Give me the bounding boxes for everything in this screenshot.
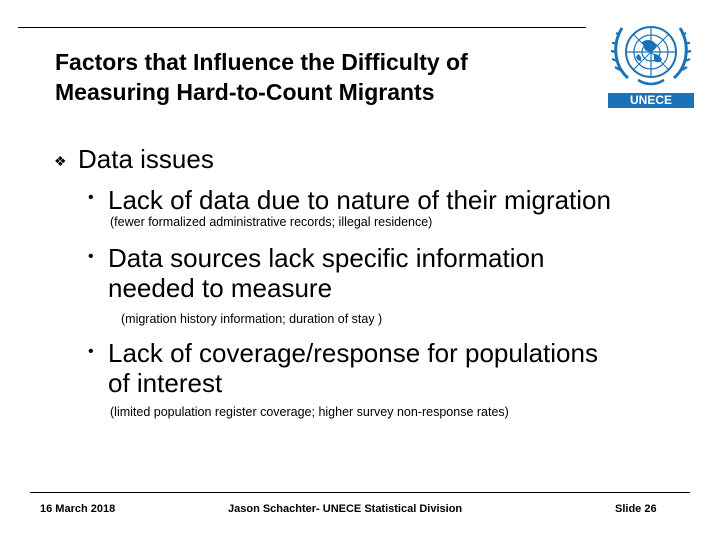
list-item-line: Lack of coverage/response for populations bbox=[108, 338, 598, 368]
list-item-note: (fewer formalized administrative records; illegal residence) bbox=[110, 215, 433, 229]
bullet-icon: • bbox=[88, 343, 94, 360]
unece-logo-label: UNECE bbox=[608, 93, 694, 108]
bottom-divider bbox=[30, 492, 690, 493]
list-item-line: Lack of data due to nature of their migration bbox=[108, 185, 611, 215]
footer-presenter: Jason Schachter- UNECE Statistical Division bbox=[228, 503, 463, 515]
un-emblem-logo bbox=[608, 14, 694, 108]
title-line-1: Factors that Influence the Difficulty of bbox=[55, 49, 468, 75]
list-item-text bbox=[108, 243, 668, 303]
un-emblem-icon bbox=[608, 14, 694, 94]
list-item-text bbox=[108, 185, 668, 215]
list-item-note: (limited population register coverage; higher survey non-response rates) bbox=[110, 405, 509, 419]
list-item-line: of interest bbox=[108, 368, 223, 398]
footer-slide-number: Slide 26 bbox=[615, 503, 657, 515]
list-item-line: Data sources lack specific information bbox=[108, 243, 545, 273]
footer-date: 16 March 2018 bbox=[40, 503, 116, 515]
list-item-note: (migration history information; duration of stay ) bbox=[121, 312, 383, 326]
bullet-icon: • bbox=[88, 189, 94, 206]
top-divider bbox=[18, 27, 586, 28]
slide-title bbox=[55, 47, 595, 107]
list-item-text bbox=[108, 338, 668, 398]
section-heading: Data issues bbox=[78, 144, 214, 174]
diamond-bullet-icon: ❖ bbox=[54, 153, 67, 169]
title-line-2: Measuring Hard-to-Count Migrants bbox=[55, 79, 435, 105]
bullet-icon: • bbox=[88, 248, 94, 265]
list-item-line: needed to measure bbox=[108, 273, 333, 303]
